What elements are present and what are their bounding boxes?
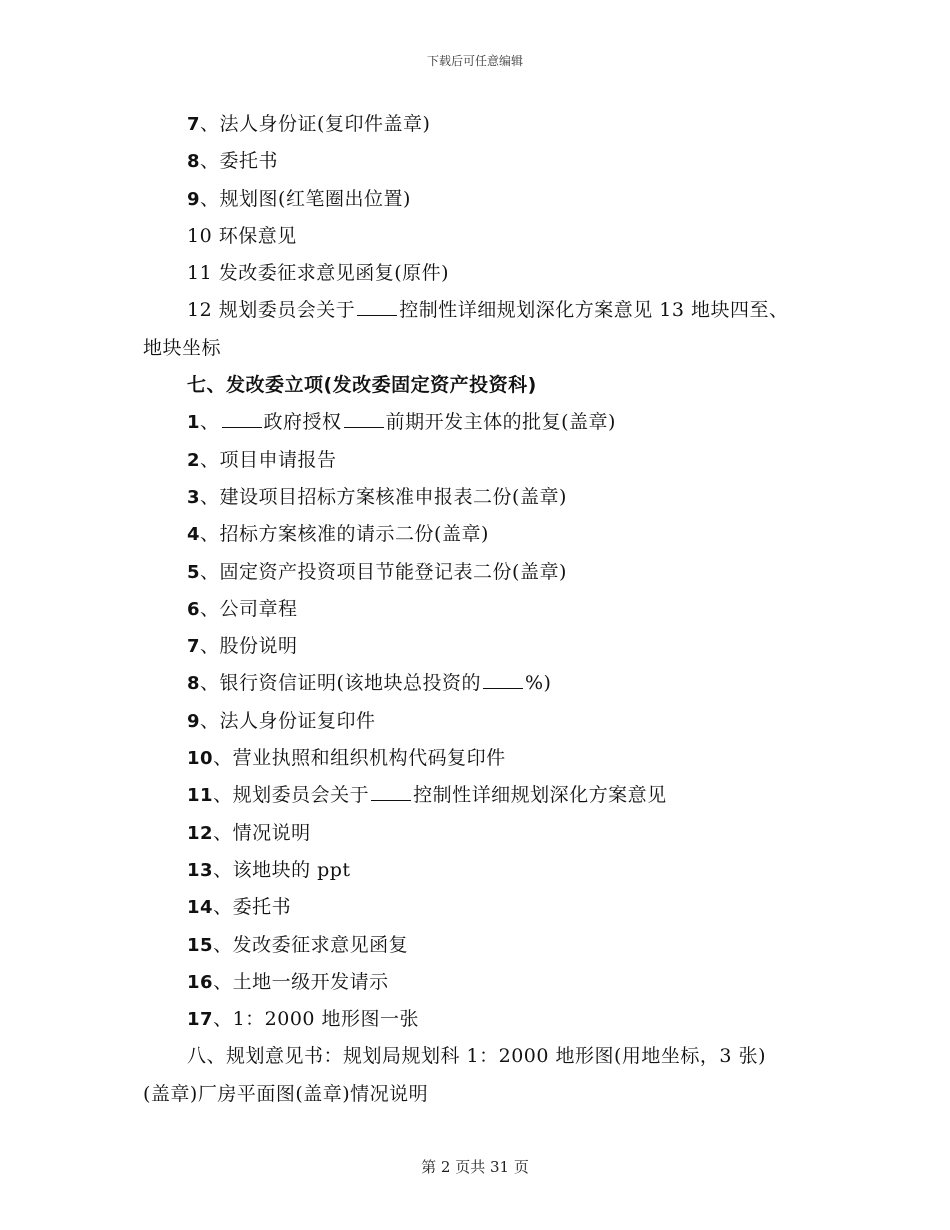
list-item: 10、营业执照和组织机构代码复印件	[187, 747, 506, 770]
paragraph-12-cont: 地块坐标	[143, 336, 222, 359]
list-item: 15、发改委征求意见函复	[187, 933, 409, 956]
list-item: 1、 政府授权 前期开发主体的批复(盖章)	[187, 411, 616, 434]
list-item: 10 环保意见	[187, 224, 297, 247]
list-item: 12、情况说明	[187, 821, 311, 844]
list-item: 7、股份说明	[187, 635, 298, 658]
fill-blank	[371, 784, 411, 801]
list-item: 13、该地块的 ppt	[187, 858, 351, 881]
list-item: 7、法人身份证(复印件盖章)	[187, 113, 431, 135]
page-header: 下载后可任意编辑	[426, 54, 523, 68]
list-item: 11 发改委征求意见函复(原件)	[187, 262, 450, 285]
list-item: 6、公司章程	[187, 597, 298, 620]
paragraph-8: 八、规划意见书：规划局规划科 1：2000 地形图(用地坐标，3 张)	[187, 1045, 766, 1068]
list-item: 4、招标方案核准的请示二份(盖章)	[187, 523, 489, 546]
page-footer: 第 2 页共 31 页	[421, 1158, 529, 1176]
list-item: 11、规划委员会关于 控制性详细规划深化方案意见	[187, 784, 667, 807]
section-heading: 七、发改委立项(发改委固定资产投资科)	[187, 374, 537, 397]
list-item: 8、委托书	[187, 150, 279, 173]
list-item: 14、委托书	[187, 896, 292, 919]
list-item: 5、固定资产投资项目节能登记表二份(盖章)	[187, 560, 567, 583]
document-body	[143, 106, 823, 1113]
fill-blank	[344, 411, 384, 428]
list-item: 2、项目申请报告	[187, 448, 337, 471]
list-item: 16、土地一级开发请示	[187, 970, 389, 993]
fill-blank	[483, 672, 523, 689]
list-item: 9、规划图(红笔圈出位置)	[187, 187, 411, 210]
paragraph-12: 12 规划委员会关于 控制性详细规划深化方案意见 13 地块四至、	[187, 299, 789, 322]
list-item: 3、建设项目招标方案核准申报表二份(盖章)	[187, 485, 567, 508]
list-item: 9、法人身份证复印件	[187, 709, 376, 732]
list-item: 17、1：2000 地形图一张	[187, 1008, 420, 1031]
paragraph-8-cont: (盖章)厂房平面图(盖章)情况说明	[143, 1082, 429, 1105]
fill-blank	[222, 411, 262, 428]
fill-blank	[357, 299, 397, 316]
list-item: 8、银行资信证明(该地块总投资的 %)	[187, 672, 552, 695]
